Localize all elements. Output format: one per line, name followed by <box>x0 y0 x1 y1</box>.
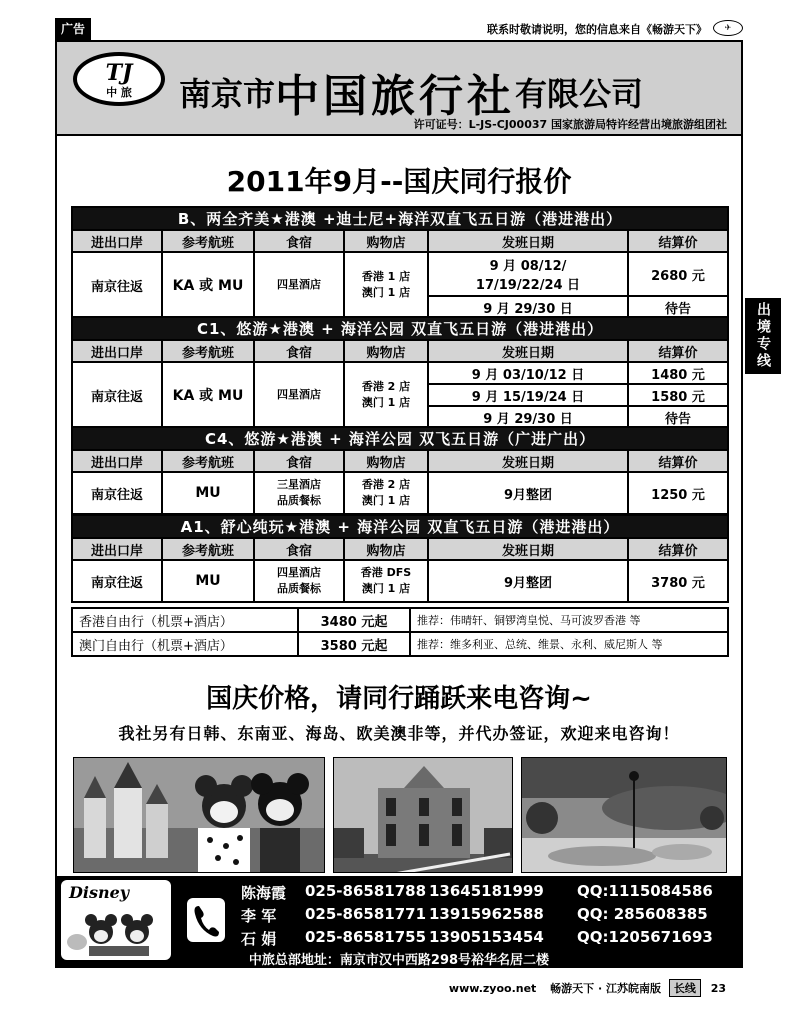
disney-logo-text: Disney <box>69 883 130 902</box>
date-cell: 9 月 15/19/24 日 <box>428 384 628 406</box>
free-travel-price: 3480 元起 <box>298 608 410 632</box>
port-cell: 南京往返 <box>72 472 162 514</box>
free-travel-name: 香港自由行（机票+酒店） <box>72 608 298 632</box>
contact-qq: QQ:1205671693 <box>577 928 713 946</box>
flight-cell: KA 或 MU <box>162 252 254 318</box>
contact-row <box>241 882 737 905</box>
col-header: 进出口岸 <box>72 450 162 472</box>
price-cell: 2680 元 <box>628 252 728 296</box>
date-cell: 9月整团 <box>428 472 628 514</box>
date-line: 9 月 08/12/ <box>489 259 567 274</box>
address: 中旅总部地址：南京市汉中西路298号裕华名居二楼 <box>248 953 550 968</box>
shop-line: 澳门 1 店 <box>361 582 411 595</box>
company-suffix: 有限公司 <box>515 75 644 113</box>
free-travel-rec: 推荐：伟晴轩、铜锣湾皇悦、马可波罗香港 等 <box>410 608 728 632</box>
col-header: 进出口岸 <box>72 230 162 252</box>
page-title: 2011年9月--国庆同行报价 <box>226 165 572 198</box>
col-header: 食宿 <box>254 538 344 560</box>
shops-cell <box>344 472 428 514</box>
package-table-a1 <box>71 514 729 603</box>
date-cell: 9 月 29/30 日 <box>428 406 628 428</box>
contact-row <box>241 928 737 951</box>
free-travel-name: 澳门自由行（机票+酒店） <box>72 632 298 656</box>
subline: 我社另有日韩、东南亚、海岛、欧美澳非等，并代办签证，欢迎来电咨询！ <box>118 724 680 743</box>
col-header: 食宿 <box>254 450 344 472</box>
date-line: 17/19/22/24 日 <box>475 278 581 293</box>
col-header: 参考航班 <box>162 340 254 362</box>
top-bar <box>55 18 743 40</box>
col-header: 发班日期 <box>428 340 628 362</box>
shop-line: 香港 2 店 <box>361 478 411 491</box>
col-header: 食宿 <box>254 340 344 362</box>
contact-mobile: 13915962588 <box>429 905 544 923</box>
col-header: 进出口岸 <box>72 538 162 560</box>
price-cell: 3780 元 <box>628 560 728 602</box>
flight-cell: MU <box>162 560 254 602</box>
logo-initials: TJ <box>105 60 133 86</box>
col-header: 购物店 <box>344 538 428 560</box>
top-note: 联系时敬请说明，您的信息来自《畅游天下》 <box>487 23 707 36</box>
col-header: 发班日期 <box>428 230 628 252</box>
lodging-cell <box>254 472 344 514</box>
package-table-c1 <box>71 316 729 429</box>
price-cell: 1250 元 <box>628 472 728 514</box>
col-header: 结算价 <box>628 230 728 252</box>
footer-magazine: 畅游天下 · 江苏皖南版 <box>550 982 661 995</box>
lodging-line: 四星酒店 <box>277 566 321 579</box>
lodging-line: 品质餐标 <box>277 582 321 595</box>
contact-name: 石 娟 <box>241 930 277 948</box>
shop-line: 澳门 1 店 <box>361 286 411 299</box>
lodging-cell: 四星酒店 <box>254 362 344 428</box>
col-header: 参考航班 <box>162 450 254 472</box>
lodging-line: 三星酒店 <box>277 478 321 491</box>
phone-icon <box>187 898 225 942</box>
col-header: 购物店 <box>344 230 428 252</box>
contact-name: 李 军 <box>241 907 277 925</box>
lodging-cell: 四星酒店 <box>254 252 344 318</box>
shop-line: 香港 1 店 <box>361 270 411 283</box>
contact-qq: QQ:1115084586 <box>577 882 713 900</box>
side-tab: 出境专线 <box>745 298 781 374</box>
date-cell: 9 月 03/10/12 日 <box>428 362 628 384</box>
date-cell: 9月整团 <box>428 560 628 602</box>
contact-people <box>241 882 737 951</box>
col-header: 进出口岸 <box>72 340 162 362</box>
date-cell: 9 月 29/30 日 <box>428 296 628 318</box>
photo-ocean-park <box>521 757 727 873</box>
contact-tel: 025-86581755 <box>305 928 427 946</box>
col-header: 结算价 <box>628 538 728 560</box>
port-cell: 南京往返 <box>72 362 162 428</box>
shops-cell <box>344 362 428 428</box>
disney-logo <box>61 880 171 960</box>
package-table-b <box>71 206 729 319</box>
header <box>55 40 743 136</box>
photo-disneyland <box>73 757 325 873</box>
footer-label: 长线 <box>669 979 701 997</box>
col-header: 发班日期 <box>428 538 628 560</box>
free-travel-row <box>72 608 728 632</box>
package-title: C1、悠游★港澳 + 海洋公园 双直飞五日游（港进港出） <box>72 317 728 340</box>
contact-qq: QQ: 285608385 <box>577 905 708 923</box>
col-header: 购物店 <box>344 450 428 472</box>
company-logo <box>73 52 165 106</box>
contact-tel: 025-86581771 <box>305 905 427 923</box>
col-header: 结算价 <box>628 340 728 362</box>
shop-line: 澳门 1 店 <box>361 494 411 507</box>
shop-line: 澳门 1 店 <box>361 396 411 409</box>
lodging-cell <box>254 560 344 602</box>
company-main: 中国旅行社 <box>275 71 516 122</box>
contact-name: 陈海霞 <box>241 884 287 902</box>
contact-box <box>57 876 741 967</box>
logo-text: 中 旅 <box>106 86 132 99</box>
package-title: B、两全齐美★港澳 +迪士尼+海洋双直飞五日游（港进港出） <box>72 207 728 230</box>
company-name <box>179 60 643 124</box>
col-header: 参考航班 <box>162 230 254 252</box>
company-prefix: 南京市 <box>179 75 276 113</box>
price-cell: 待告 <box>628 406 728 428</box>
free-travel-price: 3580 元起 <box>298 632 410 656</box>
license-text: 许可证号：L-JS-CJ00037 国家旅游局特许经营出境旅游组团社 <box>413 118 727 131</box>
contact-mobile: 13645181999 <box>429 882 544 900</box>
contact-row <box>241 905 737 928</box>
col-header: 购物店 <box>344 340 428 362</box>
shops-cell <box>344 560 428 602</box>
free-travel-rec: 推荐：维多利亚、总统、维景、永利、威尼斯人 等 <box>410 632 728 656</box>
shop-line: 香港 2 店 <box>361 380 411 393</box>
magazine-logo-icon: ✈ <box>713 20 743 36</box>
package-title: A1、舒心纯玩★港澳 + 海洋公园 双直飞五日游（港进港出） <box>72 515 728 538</box>
page-footer <box>449 979 726 997</box>
col-header: 食宿 <box>254 230 344 252</box>
col-header: 参考航班 <box>162 538 254 560</box>
contact-tel: 025-86581788 <box>305 882 427 900</box>
lodging-line: 品质餐标 <box>277 494 321 507</box>
date-cell <box>428 252 628 296</box>
port-cell: 南京往返 <box>72 252 162 318</box>
col-header: 结算价 <box>628 450 728 472</box>
ad-tag: 广告 <box>55 18 91 40</box>
contact-mobile: 13905153454 <box>429 928 544 946</box>
free-travel-row <box>72 632 728 656</box>
shop-line: 香港 DFS <box>360 566 412 579</box>
photo-ruins-st-paul <box>333 757 513 873</box>
footer-site: www.zyoo.net <box>448 982 537 995</box>
price-cell: 1580 元 <box>628 384 728 406</box>
page-number: 23 <box>710 982 726 995</box>
package-title: C4、悠游★港澳 + 海洋公园 双飞五日游（广进广出） <box>72 427 728 450</box>
port-cell: 南京往返 <box>72 560 162 602</box>
price-cell: 待告 <box>628 296 728 318</box>
free-travel-table <box>71 607 729 657</box>
shops-cell <box>344 252 428 318</box>
package-table-c4 <box>71 426 729 515</box>
slogan: 国庆价格，请同行踊跃来电咨询~ <box>206 684 592 714</box>
flight-cell: KA 或 MU <box>162 362 254 428</box>
col-header: 发班日期 <box>428 450 628 472</box>
flight-cell: MU <box>162 472 254 514</box>
price-cell: 1480 元 <box>628 362 728 384</box>
